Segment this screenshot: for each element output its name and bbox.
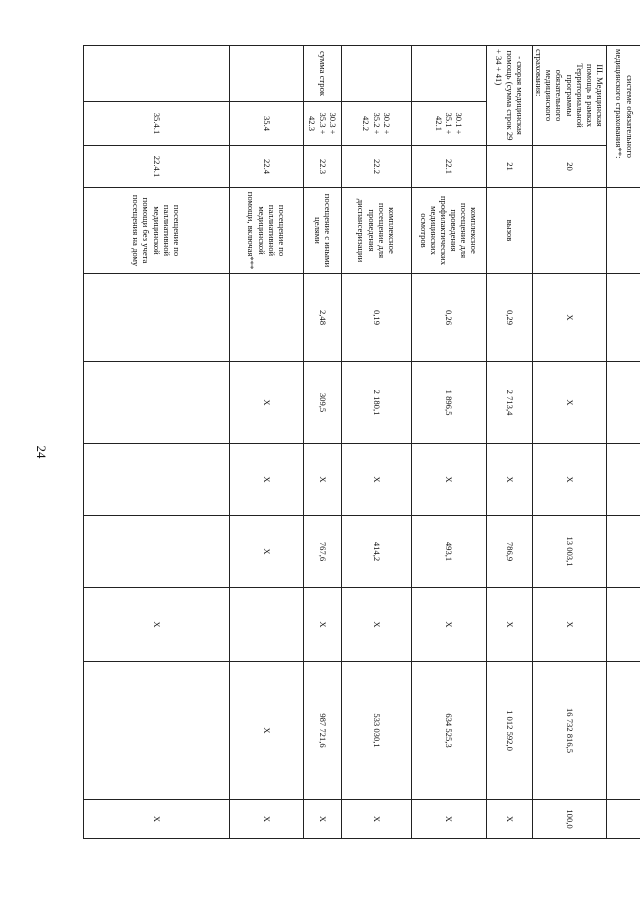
row-c4: 13 003,1 (533, 516, 607, 588)
row-c7: 100,0 (533, 800, 607, 839)
row-c4: 414,2 (342, 516, 412, 588)
row-c2 (84, 362, 230, 444)
row-c2: 2 180,1 (342, 362, 412, 444)
table-row (412, 46, 487, 839)
row-line: 22.2 (342, 146, 412, 188)
row-unit (607, 188, 640, 274)
row-unit: вызов (487, 188, 533, 274)
table-row (84, 46, 230, 839)
row-c3: X (342, 444, 412, 516)
row-c4: 786,9 (487, 516, 533, 588)
row-c3: X (304, 444, 342, 516)
row-c7: X (342, 800, 412, 839)
row-c2: X (230, 362, 304, 444)
row-c6: 533 030,1 (342, 662, 412, 800)
row-c5 (230, 588, 304, 662)
row-c5: X (533, 588, 607, 662)
row-c4: 767,6 (304, 516, 342, 588)
row-c1 (230, 274, 304, 362)
row-unit: комплексное посещение для проведения диспансеризации (342, 188, 412, 274)
row-label (342, 46, 412, 102)
row-c6 (607, 662, 640, 800)
row-c1 (607, 362, 640, 444)
row-c6: 1 012 592,0 (487, 662, 533, 800)
row-subcode: 35.4.1 (84, 102, 230, 146)
row-unit: посещение по паллиативной медицинской помощи без учета посещения на дому (84, 188, 230, 274)
row-line: 22.4.1 (84, 146, 230, 188)
row-c3 (607, 516, 640, 588)
row-label (412, 46, 487, 102)
row-c4 (84, 516, 230, 588)
row-subcode: 35.4 (230, 102, 304, 146)
row-c3: X (533, 444, 607, 516)
row-c7: X (84, 800, 230, 839)
row-label: сумма строк (304, 46, 342, 102)
row-c6: 16 732 816,5 (533, 662, 607, 800)
row-line: 21 (487, 146, 533, 188)
row-c4: 493,1 (412, 516, 487, 588)
row-subcode: 30.2 + 35.2 + 42.2 (342, 102, 412, 146)
row-c6: 987 721,6 (304, 662, 342, 800)
row-line (607, 274, 640, 362)
row-c3: X (412, 444, 487, 516)
row-c1: 0,19 (342, 274, 412, 362)
row-c2: 1 896,5 (412, 362, 487, 444)
row-c7: X (304, 800, 342, 839)
row-unit: посещение с иными целями (304, 188, 342, 274)
row-c5: X (304, 588, 342, 662)
row-c1: 0,29 (487, 274, 533, 362)
row-c2: X (533, 362, 607, 444)
row-c6: X (230, 662, 304, 800)
table-row (607, 46, 640, 839)
row-c7 (607, 800, 640, 839)
table-row (487, 46, 533, 839)
row-unit: комплексное посещение для проведения профилактических медицинских осмотров (412, 188, 487, 274)
row-c6: 634 525,3 (412, 662, 487, 800)
row-subcode: 30.3 + 35.3 + 42.3 (304, 102, 342, 146)
table-rotation-wrapper (98, 45, 640, 838)
row-label (230, 46, 304, 102)
row-c5: X (487, 588, 533, 662)
row-c1 (84, 274, 230, 362)
row-unit: посещение по паллиативной медицинской помощи, включая*** (230, 188, 304, 274)
row-label: системе обязательного медицинского страхования**: (607, 46, 640, 188)
row-line: 22.1 (412, 146, 487, 188)
row-c3: X (230, 444, 304, 516)
row-c5: X (342, 588, 412, 662)
row-c2: 2 713,4 (487, 362, 533, 444)
row-c6 (84, 662, 230, 800)
table-row (342, 46, 412, 839)
row-c5: X (412, 588, 487, 662)
table-row (230, 46, 304, 839)
table-row (304, 46, 342, 839)
row-line: 22.3 (304, 146, 342, 188)
row-subcode: 30.1 + 35.1 + 42.1 (412, 102, 487, 146)
row-line: 20 (533, 146, 607, 188)
row-c5: X (84, 588, 230, 662)
row-c1: X (533, 274, 607, 362)
row-c1: 2,48 (304, 274, 342, 362)
row-c7: X (487, 800, 533, 839)
row-c7: X (230, 800, 304, 839)
row-c3: X (487, 444, 533, 516)
page-number: 24 (34, 445, 49, 459)
row-c1: 0,26 (412, 274, 487, 362)
row-c3 (84, 444, 230, 516)
insurance-program-table (83, 45, 640, 839)
row-c4: X (230, 516, 304, 588)
row-c7: X (412, 800, 487, 839)
row-c2 (607, 444, 640, 516)
row-label: - скорая медицинская помощь (сумма строк 29 + 34 + 41) (487, 46, 533, 146)
row-label (84, 46, 230, 102)
row-unit (533, 188, 607, 274)
row-c4 (607, 588, 640, 662)
row-c2: 309,5 (304, 362, 342, 444)
row-label: III. Медицинская помощь в рамках Территориальной программы обязательного медицинского страхования: (533, 46, 607, 146)
row-line: 22.4 (230, 146, 304, 188)
table-row (533, 46, 607, 839)
